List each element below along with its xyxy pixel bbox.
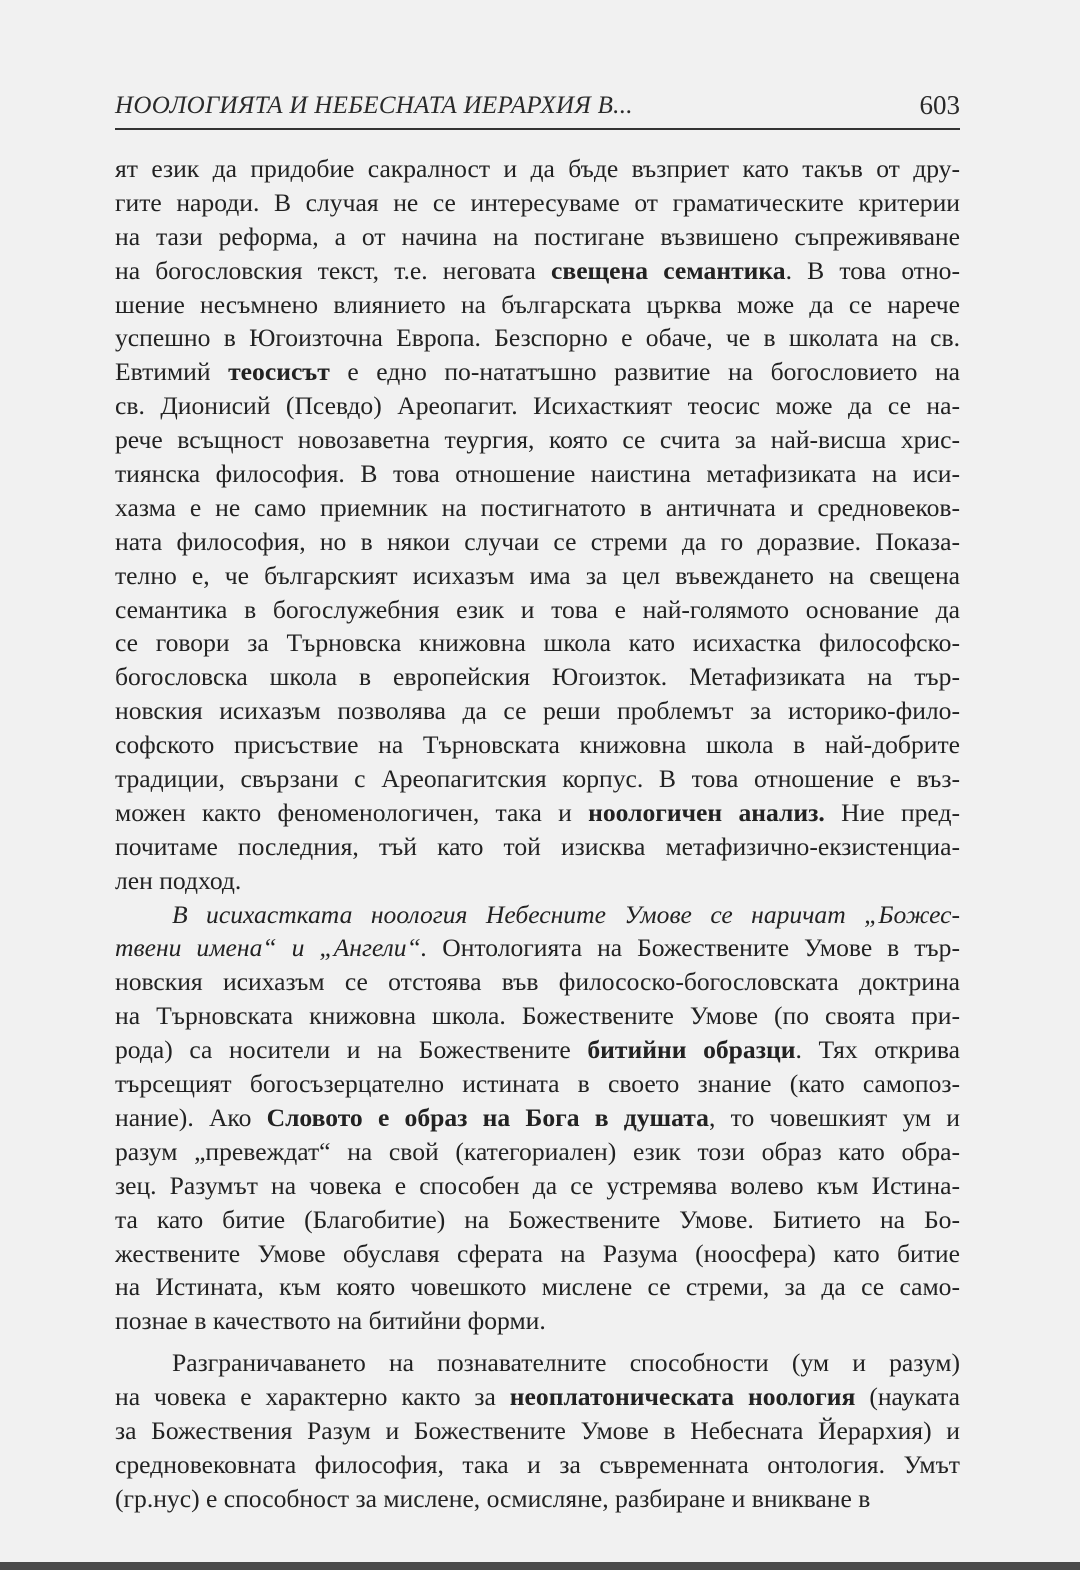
- text-line: [115, 220, 960, 254]
- text-run: успешно в Югоизточна Европа. Безспорно е обаче, че в школата на св.: [115, 323, 960, 353]
- text-line: [115, 931, 960, 965]
- text-run: богословска школа в европейския Югоизток. Метафизиката на тър-: [115, 662, 960, 692]
- text-line: [115, 1033, 960, 1067]
- text-line: [115, 660, 960, 694]
- text-run: новския исихазъм се отстоява във филососко-богословската доктрина: [115, 967, 960, 997]
- text-line: [115, 1482, 960, 1516]
- text-line: [115, 830, 960, 864]
- paragraph-gap: [115, 1338, 960, 1346]
- text-run: жествените Умове обуславя сферата на Разума (ноосфера) като битие: [115, 1238, 960, 1268]
- text-line: [115, 1448, 960, 1482]
- text-run: та като битие (Благобитие) на Божествените Умове. Битието на Бо-: [115, 1204, 960, 1234]
- text-run: за Божествения Разум и Божествените Умове в Небесната Йерархия) и: [115, 1415, 960, 1445]
- text-run: семантика в богослужебния език и това е най-голямото основание да: [115, 594, 960, 624]
- bold-term: Словото е образ на Бога в душата: [266, 1102, 709, 1132]
- text-line: [115, 796, 960, 830]
- text-line: [115, 525, 960, 559]
- text-run: нание). Ако: [115, 1102, 267, 1132]
- text-line: [115, 1304, 960, 1338]
- text-line: [115, 1067, 960, 1101]
- italic-phrase: В исихастката ноология Небесните Умове се наричат „Божес-: [172, 899, 960, 929]
- bold-term: неоплатоническата ноология: [509, 1382, 856, 1412]
- text-run: на тази реформа, а от начина на постигане възвишено съпреживяване: [115, 221, 960, 251]
- text-line: [115, 1380, 960, 1414]
- text-run: средновековната философия, така и за съвременната онтология. Умът: [115, 1449, 960, 1479]
- text-line: [115, 1169, 960, 1203]
- text-run: шение несъмнено влиянието на българската църква може да се нарече: [115, 289, 960, 319]
- text-line: [115, 1414, 960, 1448]
- text-run: почитаме последния, тъй като той изисква метафизично-екзистенциа-: [115, 831, 960, 861]
- text-line: [115, 999, 960, 1033]
- text-run: Разграничаването на познавателните способности (ум и разум): [172, 1348, 960, 1378]
- text-line: [115, 626, 960, 660]
- text-run: лен подход.: [115, 865, 242, 895]
- text-run: на Търновската книжовна школа. Божествените Умове (по своята при-: [115, 1001, 960, 1031]
- text-run: рече всъщност новозаветна теургия, която се счита за най-висша хрис-: [115, 425, 960, 455]
- bold-term: свещена семантика: [551, 255, 786, 285]
- text-run: рода) са носители и на Божествените: [115, 1035, 588, 1065]
- text-line: [115, 321, 960, 355]
- running-head: НООЛОГИЯТА И НЕБЕСНАТА ИЕРАРХИЯ В...: [115, 92, 633, 119]
- text-run: ят език да придобие сакралност и да бъде възприет като такъв от дру-: [115, 154, 960, 183]
- text-run: , то човешкият ум и: [708, 1102, 961, 1132]
- text-run: телно е, че българският исихазъм има за цел въвеждането на свещена: [115, 560, 960, 590]
- text-run: . В това отно-: [785, 255, 960, 285]
- text-line: [115, 1135, 960, 1169]
- text-line: [115, 694, 960, 728]
- text-run: (гр.нус) е способност за мислене, осмисляне, разбиране и вникване в: [115, 1483, 871, 1513]
- text-line: [115, 728, 960, 762]
- text-run: на богословския текст, т.е. неговата: [115, 255, 552, 285]
- italic-phrase: твени имена“ и „Ангели“.: [115, 933, 428, 963]
- text-run: се говори за Търновска книжовна школа като исихастка философско-: [115, 628, 960, 658]
- text-run: Ние пред-: [824, 797, 960, 827]
- text-line: [115, 762, 960, 796]
- text-run: новския исихазъм позволява да се реши проблемът за историко-фило-: [115, 696, 960, 726]
- text-run: ната философия, но в някои случаи се стреми да го доразвие. Показа-: [115, 526, 960, 556]
- text-run: . Тях открива: [795, 1035, 960, 1065]
- text-run: св. Дионисий (Псевдо) Ареопагит. Исихасткият теосис може да се на-: [115, 391, 960, 421]
- text-line: [115, 1203, 960, 1237]
- text-line: [115, 186, 960, 220]
- text-line: [115, 389, 960, 423]
- text-run: е едно по-нататъшно развитие на богословието на: [329, 357, 961, 387]
- text-run: традиции, свързани с Ареопагитския корпус. В това отношение е въз-: [115, 764, 960, 794]
- bold-term: теосисът: [228, 357, 330, 387]
- text-line: [115, 898, 960, 932]
- text-run: софското присъствие на Търновската книжовна школа в най-добрите: [115, 730, 960, 760]
- text-run: на Истината, към която човешкото мислене се стреми, за да се само-: [115, 1272, 960, 1302]
- text-line: [115, 593, 960, 627]
- text-line: [115, 559, 960, 593]
- text-line: [115, 152, 960, 186]
- text-run: зец. Разумът на човека е способен да се устремява волево към Истина-: [115, 1170, 960, 1200]
- bold-term: битийни образци: [587, 1035, 796, 1065]
- text-run: гите народи. В случая не се интересуваме от граматическите критерии: [115, 187, 960, 217]
- text-line: [115, 1346, 960, 1380]
- text-line: [115, 254, 960, 288]
- body-text: [115, 152, 960, 1516]
- text-line: [115, 355, 960, 389]
- text-run: познае в качеството на битийни форми.: [115, 1306, 546, 1336]
- text-run: тиянска философия. В това отношение наистина метафизиката на иси-: [115, 459, 960, 489]
- text-line: [115, 423, 960, 457]
- text-run: разум „превеждат“ на свой (категориален) език този образ като обра-: [115, 1136, 960, 1166]
- page-number: 603: [919, 90, 960, 120]
- text-run: Евтимий: [115, 357, 229, 387]
- text-line: [115, 1237, 960, 1271]
- text-line: [115, 288, 960, 322]
- text-line: [115, 1101, 960, 1135]
- text-run: търсещият богосъзерцателно истината в своето знание (като самопоз-: [115, 1069, 960, 1099]
- page-header: [115, 88, 960, 130]
- text-line: [115, 491, 960, 525]
- text-run: на човека е характерно както за: [115, 1382, 510, 1412]
- text-run: (науката: [855, 1382, 960, 1412]
- text-run: хазма е не само приемник на постигнатото в античната и средновеков-: [115, 492, 960, 522]
- scan-edge-shadow: [0, 1562, 1080, 1570]
- text-line: [115, 965, 960, 999]
- text-line: [115, 457, 960, 491]
- text-run: можен както феноменологичен, така и: [115, 797, 589, 827]
- bold-term: ноологичен анализ.: [588, 797, 825, 827]
- text-line: [115, 864, 960, 898]
- text-line: [115, 1270, 960, 1304]
- text-run: Онтологията на Божествените Умове в тър-: [427, 933, 960, 963]
